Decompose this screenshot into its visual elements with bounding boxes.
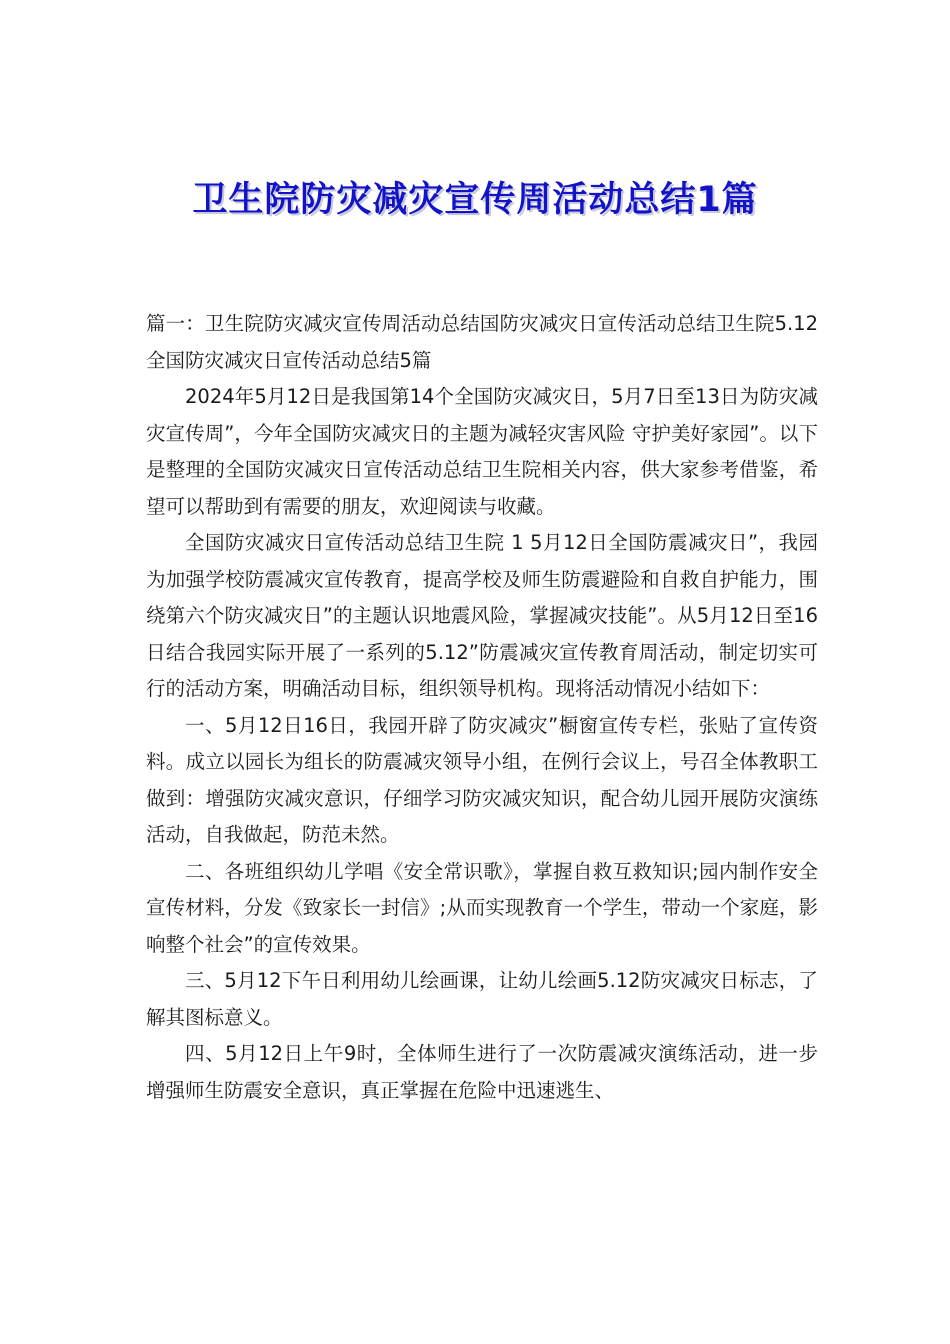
paragraph-4: 一、5月12日16日，我园开辟了防灾减灾”橱窗宣传专栏，张贴了宣传资料。成立以园长为组长的防震减灾领导小组，在例行会议上，号召全体教职工做到：增强防灾减灾意识，仔细学习防灾减灾知识，配合幼儿园开展防灾演练活动，自我做起，防范未然。: [146, 713, 818, 846]
paragraph-2: 2024年5月12日是我国第14个全国防灾减灾日，5月7日至13日为防灾减灾宣传周”，今年全国防灾减灾日的主题为减轻灾害风险 守护美好家园”。以下是整理的全国防灾减灾日宣传活动总结卫生院相关内容，供大家参考借鉴，希望可以帮助到有需要的朋友，欢迎阅读与收藏。: [146, 385, 818, 518]
document-title: 卫生院防灾减灾宣传周活动总结1篇: [192, 180, 758, 220]
document-body: [146, 306, 818, 1109]
paragraph-6: 三、5月12下午日利用幼儿绘画课，让幼儿绘画5.12防灾减灾日标志，了解其图标意义。: [146, 969, 818, 1029]
paragraph-7: 四、5月12日上午9时，全体师生进行了一次防震减灾演练活动，进一步增强师生防震安全意识，真正掌握在危险中迅速逃生、: [146, 1042, 818, 1102]
paragraph-1: 篇一：卫生院防灾减灾宣传周活动总结国防灾减灾日宣传活动总结卫生院5.12全国防灾减灾日宣传活动总结5篇: [146, 312, 818, 372]
paragraph-3: 全国防灾减灾日宣传活动总结卫生院 1 5月12日全国防震减灾日”，我园为加强学校防震减灾宣传教育，提高学校及师生防震避险和自救自护能力，围绕第六个防灾减灾日”的主题认识地震风险，掌握减灾技能”。从5月12日至16日结合我园实际开展了一系列的5.12”防震减灾宣传教育周活动，制定切实可行的活动方案，明确活动目标，组织领导机构。现将活动情况小结如下：: [146, 531, 818, 700]
paragraph-5: 二、各班组织幼儿学唱《安全常识歌》，掌握自救互救知识;园内制作安全宣传材料，分发《致家长一封信》;从而实现教育一个学生，带动一个家庭，影响整个社会”的宣传效果。: [146, 859, 818, 956]
